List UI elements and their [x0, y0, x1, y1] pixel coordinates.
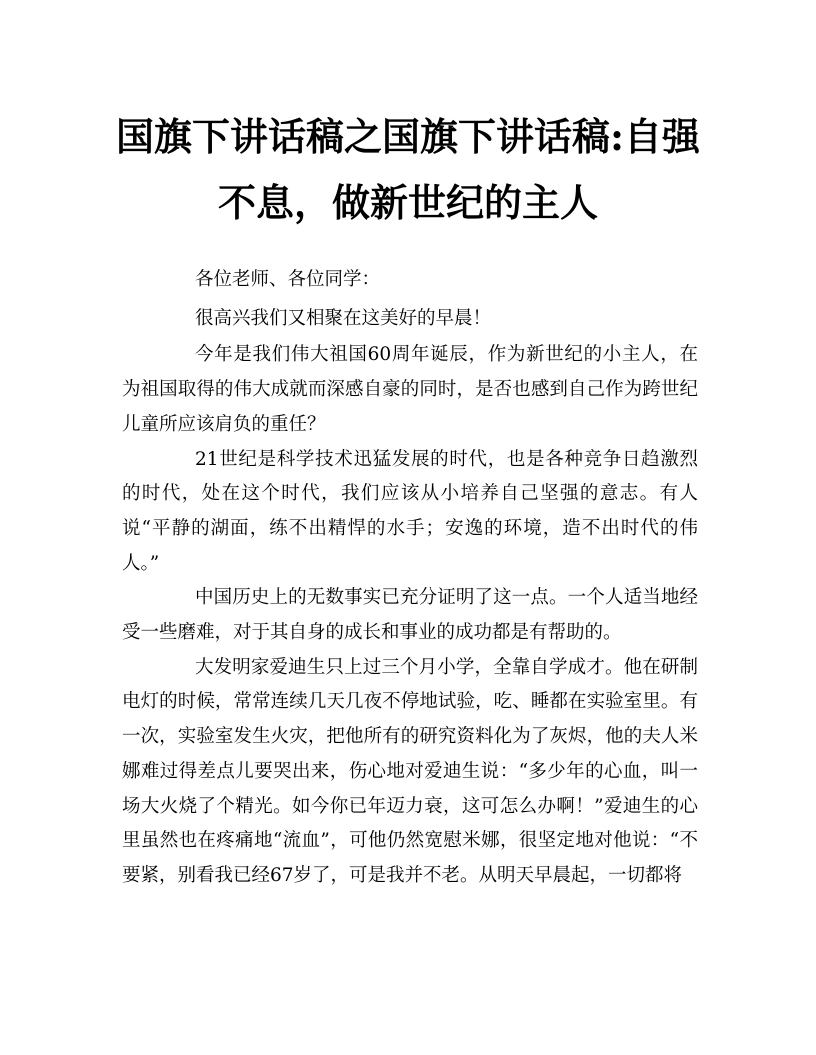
paragraph-salutation: 各位老师、各位同学：: [195, 269, 381, 290]
paragraph: 今年是我们伟大祖国60周年诞辰，作为新世纪的小主人，在为祖国取得的伟大成就而深感自豪的同时，是否也感到自己作为跨世纪儿童所应该肩负的重任？: [122, 344, 698, 435]
paragraph: 大发明家爱迪生只上过三个月小学，全靠自学成才。他在研制电灯的时候，常常连续几天几夜不停地试验，吃、睡都在实验室里。有一次，实验室发生火灾，把他所有的研究资料化为了灰烬，他的夫人米娜难过得差点儿要哭出来，伤心地对爱迪生说：“多少年的心血，叫一场大火烧了个精光。如今你已年迈力衰，这可怎么办啊！”爱迪生的心里虽然也在疼痛地“流血”，可他仍然宽慰米娜，很坚定地对他说：“不要紧，别看我已经67岁了，可是我并不老。从明天早晨起，一切都将: [122, 656, 698, 886]
paragraph-greeting: 很高兴我们又相聚在这美好的早晨！: [195, 307, 492, 329]
paragraph: 21世纪是科学技术迅猛发展的时代，也是各种竞争日趋激烈的时代，处在这个时代，我们应该从小培养自己坚强的意志。有人说“平静的湖面，练不出精悍的水手；安逸的环境，造不出时代的伟人。”: [122, 448, 698, 574]
document-title: 国旗下讲话稿之国旗下讲话稿:自强不息，做新世纪的主人: [115, 114, 701, 225]
document-body: [122, 263, 698, 894]
paragraph: 中国历史上的无数事实已充分证明了这一点。一个人适当地经受一些磨难，对于其自身的成长和事业的成功都是有帮助的。: [122, 587, 698, 644]
